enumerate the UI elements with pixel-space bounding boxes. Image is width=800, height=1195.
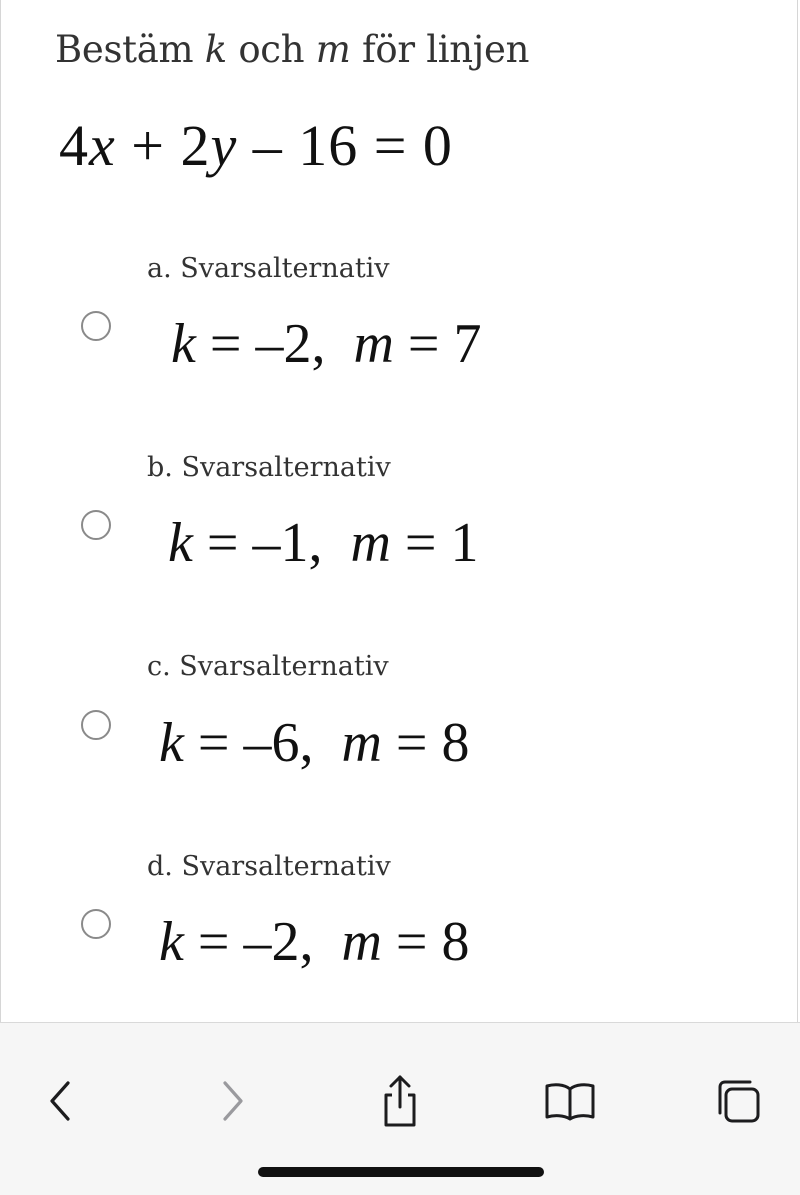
option-a-m-value: = 7 (393, 313, 482, 375)
eq-rest: – 16 = 0 (237, 113, 453, 178)
tabs-button[interactable] (710, 1073, 766, 1129)
forward-icon (213, 1079, 253, 1123)
option-a-radio[interactable] (81, 311, 111, 341)
tabs-icon (713, 1076, 763, 1126)
share-button[interactable] (372, 1073, 428, 1129)
option-b-label: b. Svarsalternativ (147, 452, 391, 483)
line-equation (59, 112, 453, 179)
option-b-m-value: = 1 (390, 512, 479, 574)
option-b-k: k (168, 512, 193, 574)
eq-var-x: x (89, 113, 116, 178)
eq-coef-2: 2 (180, 113, 211, 178)
option-c-k-value: = –6, (183, 712, 314, 774)
option-d-k-value: = –2, (183, 911, 314, 973)
option-b-m: m (350, 512, 391, 574)
option-b-answer[interactable] (168, 511, 479, 575)
eq-var-y: y (210, 113, 238, 178)
option-d-m-value: = 8 (381, 911, 470, 973)
option-b-k-value: = –1, (192, 512, 323, 574)
option-d-radio[interactable] (81, 909, 111, 939)
option-a-k-value: = –2, (195, 313, 326, 375)
browser-toolbar (0, 1022, 800, 1195)
home-indicator (258, 1167, 544, 1177)
eq-op-1: + (115, 113, 181, 178)
option-b-radio[interactable] (81, 510, 111, 540)
title-k: k (204, 28, 227, 71)
title-text-3: för linjen (350, 28, 530, 71)
option-c-m: m (341, 712, 382, 774)
question-title (55, 28, 529, 71)
title-m: m (315, 28, 351, 71)
option-d-answer[interactable] (159, 910, 470, 974)
share-icon (378, 1073, 422, 1129)
title-text-1: Bestäm (55, 28, 205, 71)
bookmarks-button[interactable] (542, 1073, 598, 1129)
option-a-m: m (353, 313, 394, 375)
bookmarks-icon (542, 1079, 598, 1123)
back-icon (40, 1079, 80, 1123)
eq-coef-1: 4 (59, 113, 89, 178)
back-button[interactable] (32, 1073, 88, 1129)
title-text-2: och (226, 28, 316, 71)
option-c-radio[interactable] (81, 710, 111, 740)
option-c-k: k (159, 712, 184, 774)
option-d-k: k (159, 911, 184, 973)
option-a-k: k (171, 313, 196, 375)
forward-button[interactable] (205, 1073, 261, 1129)
option-c-label: c. Svarsalternativ (147, 651, 389, 682)
option-d-m: m (341, 911, 382, 973)
option-c-answer[interactable] (159, 711, 470, 775)
option-d-label: d. Svarsalternativ (147, 851, 391, 882)
option-a-label: a. Svarsalternativ (147, 253, 390, 284)
option-c-m-value: = 8 (381, 712, 470, 774)
option-a-answer[interactable] (171, 312, 482, 376)
